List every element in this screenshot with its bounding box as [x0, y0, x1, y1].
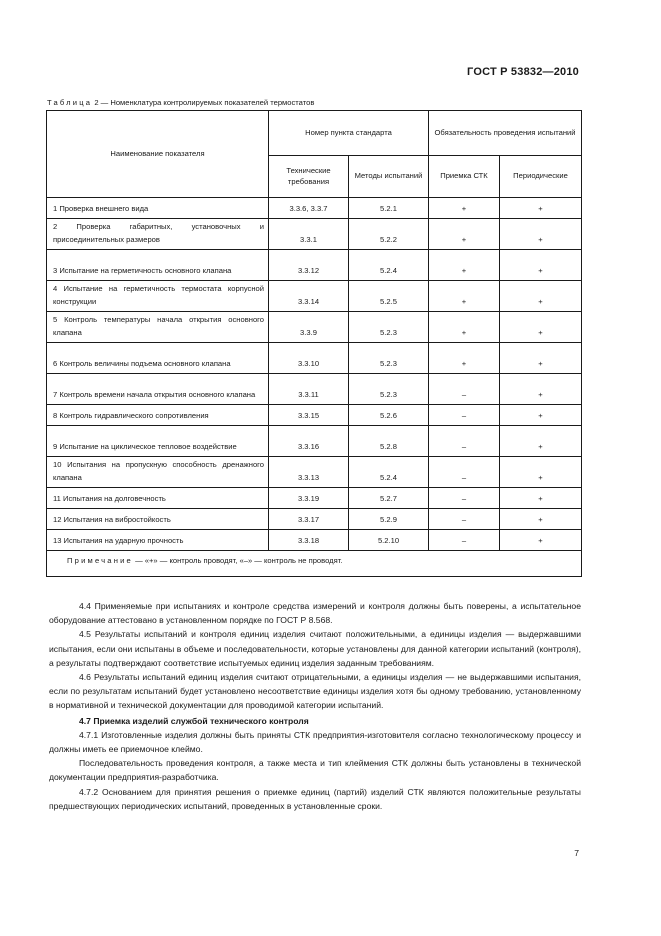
row-method: 5.2.9 [349, 509, 429, 530]
table-row [47, 405, 582, 426]
table-row [47, 343, 582, 374]
row-periodic: + [500, 281, 582, 312]
row-name: 7 Контроль времени начала открытия основного клапана [47, 374, 269, 405]
table-row [47, 509, 582, 530]
row-tech-req: 3.3.19 [269, 488, 349, 509]
clause-4-7-1: 4.7.1 Изготовленные изделия должны быть приняты СТК предприятия-изготовителя согласно технологическому процессу и должны иметь ее приемочное клеймо. [49, 729, 581, 755]
row-acceptance: + [429, 312, 500, 343]
note-prefix: Примечание [67, 556, 133, 566]
row-tech-req: 3.3.14 [269, 281, 349, 312]
row-acceptance: + [429, 343, 500, 374]
row-acceptance: – [429, 405, 500, 426]
row-periodic: + [500, 426, 582, 457]
clause-4-7-heading: 4.7 Приемка изделий службой технического контроля [79, 715, 309, 726]
clause-4-7-1-b: Последовательность проведения контроля, а также места и тип клеймения СТК должны быть установлены в технической документации предприятия-разработчика. [49, 758, 581, 783]
table-note [47, 551, 582, 577]
table-row [47, 250, 582, 281]
row-acceptance: + [429, 219, 500, 250]
row-tech-req: 3.3.18 [269, 530, 349, 551]
row-acceptance: + [429, 198, 500, 219]
row-acceptance: + [429, 250, 500, 281]
header-methods: Методы испытаний [349, 156, 429, 198]
row-periodic: + [500, 457, 582, 488]
row-method: 5.2.3 [349, 343, 429, 374]
row-periodic: + [500, 488, 582, 509]
row-method: 5.2.4 [349, 250, 429, 281]
clause-4-7-2: 4.7.2 Основанием для принятия решения о приемке единиц (партий) изделий СТК являются положительные результаты предшествующих периодических испытаний, проведенных в установленные сроки. [49, 786, 581, 811]
table-row [47, 198, 582, 219]
row-name: 10 Испытания на пропускную способность дренажного клапана [47, 457, 269, 488]
header-tech-req: Технические требования [269, 156, 349, 198]
row-periodic: + [500, 374, 582, 405]
caption-text: 2 — Номенклатура контролируемых показателей термостатов [94, 98, 315, 107]
clause-4-5: 4.5 Результаты испытаний и контроля единиц изделия считают положительными, а единицы изделия — выдержавшими испытания, если они испытаны в объеме и последовательности, которые установлены для данной категории испытаний (контроля), а результаты подтверждают соответствие испытуемых единиц изделия заданным требованиям. [49, 629, 581, 668]
row-name: 12 Испытания на вибростойкость [47, 509, 269, 530]
indicators-table [46, 110, 582, 577]
row-acceptance: – [429, 457, 500, 488]
table-row [47, 219, 582, 250]
row-acceptance: – [429, 530, 500, 551]
row-acceptance: – [429, 374, 500, 405]
row-method: 5.2.7 [349, 488, 429, 509]
row-periodic: + [500, 343, 582, 374]
row-method: 5.2.8 [349, 426, 429, 457]
row-periodic: + [500, 198, 582, 219]
clause-4-4: 4.4 Применяемые при испытаниях и контроле средства измерений и контроля должны быть поверены, а испытательное оборудование аттестовано в установленном порядке по ГОСТ Р 8.568. [49, 601, 581, 626]
row-tech-req: 3.3.16 [269, 426, 349, 457]
row-acceptance: – [429, 426, 500, 457]
row-name: 11 Испытания на долговечность [47, 488, 269, 509]
row-method: 5.2.5 [349, 281, 429, 312]
row-name: 3 Испытание на герметичность основного клапана [47, 250, 269, 281]
row-periodic: + [500, 250, 582, 281]
row-name: 9 Испытание на циклическое тепловое воздействие [47, 426, 269, 457]
row-tech-req: 3.3.10 [269, 343, 349, 374]
header-acceptance: Приемка СТК [429, 156, 500, 198]
row-name: 6 Контроль величины подъема основного клапана [47, 343, 269, 374]
row-name: 4 Испытание на герметичность термостата корпусной конструкции [47, 281, 269, 312]
note-text: — «+» — контроль проводят, «–» — контроль не проводят. [132, 556, 343, 566]
header-periodic: Периодические [500, 156, 582, 198]
row-tech-req: 3.3.13 [269, 457, 349, 488]
row-periodic: + [500, 405, 582, 426]
row-tech-req: 3.3.1 [269, 219, 349, 250]
page-number: 7 [574, 848, 579, 858]
row-acceptance: – [429, 488, 500, 509]
row-periodic: + [500, 219, 582, 250]
row-tech-req: 3.3.17 [269, 509, 349, 530]
row-tech-req: 3.3.11 [269, 374, 349, 405]
table-row [47, 374, 582, 405]
caption-prefix: Таблица [47, 98, 93, 107]
row-tech-req: 3.3.12 [269, 250, 349, 281]
row-periodic: + [500, 509, 582, 530]
row-periodic: + [500, 530, 582, 551]
row-method: 5.2.10 [349, 530, 429, 551]
table-row [47, 281, 582, 312]
header-clause-group: Номер пункта стандарта [269, 111, 429, 156]
table-row [47, 312, 582, 343]
row-acceptance: – [429, 509, 500, 530]
row-method: 5.2.3 [349, 374, 429, 405]
table-row [47, 457, 582, 488]
row-method: 5.2.3 [349, 312, 429, 343]
row-name: 2 Проверка габаритных, установочных и присоединительных размеров [47, 219, 269, 250]
row-name: 5 Контроль температуры начала открытия основного клапана [47, 312, 269, 343]
standard-number: ГОСТ Р 53832—2010 [467, 66, 579, 78]
row-acceptance: + [429, 281, 500, 312]
clause-4-6: 4.6 Результаты испытаний единиц изделия считают отрицательными, а единицы изделия — не выдержавшими испытания, если по результатам испытаний будет установлено несоответствие единицы изделия хотя бы одному требованию, установленному в нормативной и технической документации для проводимой категории испытаний. [49, 672, 581, 711]
row-method: 5.2.2 [349, 219, 429, 250]
row-name: 1 Проверка внешнего вида [47, 198, 269, 219]
row-periodic: + [500, 312, 582, 343]
table-caption [47, 98, 314, 107]
row-method: 5.2.1 [349, 198, 429, 219]
row-method: 5.2.4 [349, 457, 429, 488]
body-text [49, 599, 581, 813]
row-tech-req: 3.3.15 [269, 405, 349, 426]
table-row [47, 530, 582, 551]
table-row [47, 426, 582, 457]
row-name: 8 Контроль гидравлического сопротивления [47, 405, 269, 426]
row-method: 5.2.6 [349, 405, 429, 426]
table-row [47, 488, 582, 509]
row-name: 13 Испытания на ударную прочность [47, 530, 269, 551]
header-name: Наименование показателя [47, 111, 269, 198]
header-mandatory-group: Обязательность проведения испытаний [429, 111, 582, 156]
row-tech-req: 3.3.6, 3.3.7 [269, 198, 349, 219]
row-tech-req: 3.3.9 [269, 312, 349, 343]
